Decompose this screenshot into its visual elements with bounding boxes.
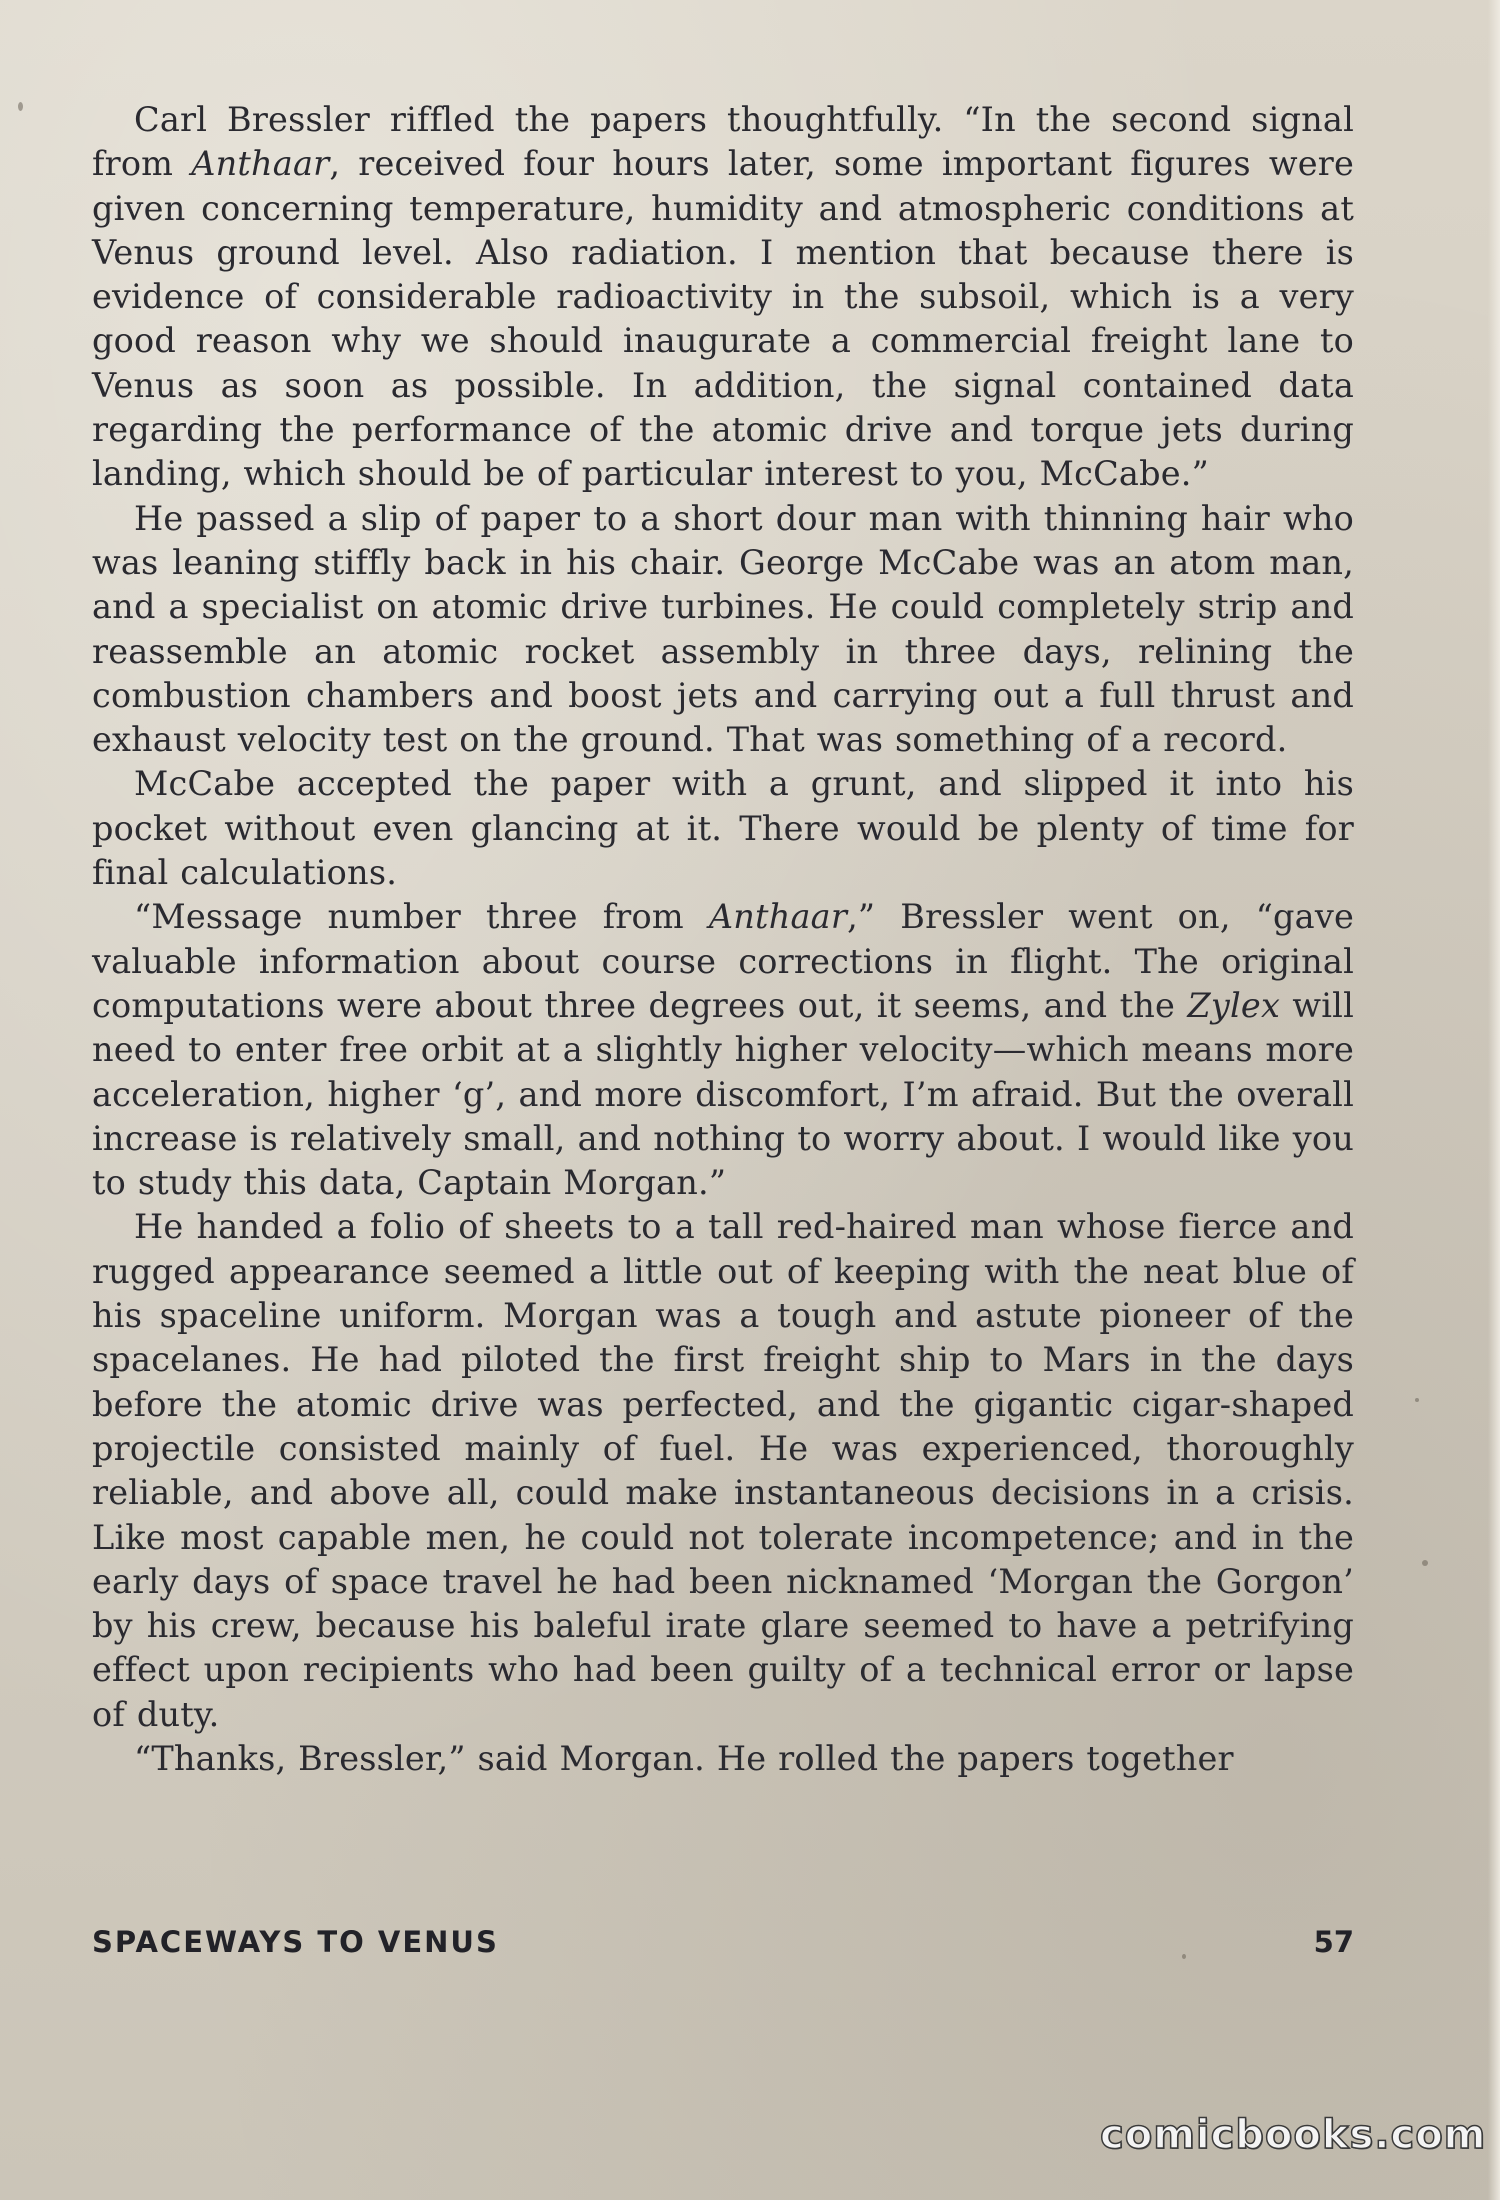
paragraph xyxy=(92,762,1354,895)
text-run: , received four hours later, some important figures were given concerning temperature, humidity and atmospheric conditions at Venus ground level. Also radiation. I mention that because there is evidence of considerable radioactivity in the subsoil, which is a very good reason why we should inaugurate a commercial freight lane to Venus as soon as possible. In addition, the signal contained data regarding the performance of the atomic drive and torque jets during landing, which should be of particular interest to you, McCabe.” xyxy=(92,144,1355,494)
site-watermark: comicbooks.com xyxy=(1100,2112,1487,2158)
paper-speck xyxy=(1415,1398,1419,1402)
paragraph xyxy=(92,1205,1354,1737)
paragraph xyxy=(92,1737,1354,1781)
text-run: “Message number three from xyxy=(134,897,709,937)
text-run: McCabe accepted the paper with a grunt, and slipped it into his pocket without even glancing at it. There would be plenty of time for final calculations. xyxy=(92,764,1354,893)
paragraph xyxy=(92,497,1354,763)
paper-speck xyxy=(18,102,23,111)
body-text xyxy=(92,98,1354,1781)
text-run: He handed a folio of sheets to a tall red-haired man whose fierce and rugged appearance seemed a little out of keeping with the neat blue of his spaceline uniform. Morgan was a tough and astute pioneer of the spacelanes. He had piloted the first freight ship to Mars in the days before the atomic drive was perfected, and the gigantic cigar-shaped projectile consisted mainly of fuel. He was experienced, thoroughly reliable, and above all, could make instantaneous decisions in a crisis. Like most capable men, he could not tolerate incompetence; and in the early days of space travel he had been nicknamed ‘Morgan the Gorgon’ by his crew, because his baleful irate glare seemed to have a petrifying effect upon recipients who had been guilty of a technical error or lapse of duty. xyxy=(92,1207,1354,1734)
page-edge xyxy=(1488,0,1500,2200)
text-run: “Thanks, Bressler,” said Morgan. He rolled the papers together xyxy=(134,1738,1234,1778)
page-number: 57 xyxy=(1313,1925,1354,1959)
running-footer-title: SPACEWAYS TO VENUS xyxy=(92,1925,499,1959)
paragraph xyxy=(92,895,1354,1205)
text-run: ,” Bressler went on, “gave valuable information about course corrections in flight. The original computations were about three degrees out, it seems, and the xyxy=(92,897,1355,1025)
text-run: will need to enter free orbit at a slightly higher velocity—which means more acceleration, higher ‘g’, and more discomfort, I’m afraid. But the overall increase is relatively small, and nothing to worry about. I would like you to study this data, Captain Morgan.” xyxy=(92,985,1354,1203)
paper-speck xyxy=(1422,1560,1428,1566)
paragraph xyxy=(92,98,1354,497)
running-footer xyxy=(92,1925,1354,1965)
text-run: Carl Bressler riffled the papers thoughtfully. “In the second signal from xyxy=(92,100,1354,184)
italic-text: Anthaar xyxy=(708,897,848,937)
italic-text: Zylex xyxy=(1187,985,1281,1025)
paper-speck xyxy=(1182,1954,1186,1959)
italic-text: Anthaar xyxy=(191,144,330,184)
text-run: He passed a slip of paper to a short dour man with thinning hair who was leaning stiffly back in his chair. George McCabe was an atom man, and a specialist on atomic drive turbines. He could completely strip and reassemble an atomic rocket assembly in three days, relining the combustion chambers and boost jets and carrying out a full thrust and exhaust velocity test on the ground. That was something of a record. xyxy=(92,498,1354,760)
